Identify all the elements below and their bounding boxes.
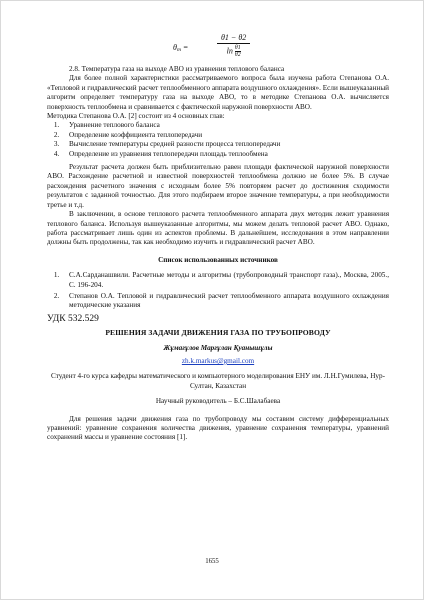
page-content xyxy=(47,31,389,443)
reference-item: 1. С.А.Сарданашвили. Расчетные методы и алгоритмы (трубопроводный транспорт газа)., Москва, 2005., С. 196-204. xyxy=(61,271,389,290)
scientific-supervisor: Научный руководитель – Б.С.Шалабаева xyxy=(155,397,281,406)
methods-intro: Методика Степанова О.А. [2] состоит из 4 основных глав: xyxy=(47,112,225,121)
list-item: 1. Уравнение теплового баланса xyxy=(61,121,389,130)
references-title: Список использованных источников xyxy=(158,255,278,264)
formula-fraction xyxy=(217,33,250,58)
section-paragraph-3: В заключении, в основе теплового расчета теплообменного аппарата двух методик лежит уравнения теплового баланса. Используя вышеуказанные алгоритмы, мы можем делать тепловой расчет АВО. Однако, работа рассматривает лишь один из аспектов проблемы. В дальнейшем, исследования в этом направлении должны быть продолжены, так как необходимо изучить и гидравлический расчет АВО. xyxy=(47,210,389,247)
article-paragraph-1: Для решения задачи движения газа по трубопроводу мы составим систему дифференциальных уравнений: уравнение сохранения количества движения, уравнение сохранения температуры, уравнений сохранений массы и уравнение состояния [1]. xyxy=(47,414,389,442)
formula-denominator: ln $\frac{\theta 1}{\theta 2}$ xyxy=(226,45,241,59)
page-number: 1655 xyxy=(205,558,219,565)
author-affiliation: Студент 4-го курса кафедры математического и компьютерного моделирования ЕНУ им. Л.Н.Гумилева, Нур-Султан, Казахстан xyxy=(51,372,385,390)
udk-code: УДК 532.529 xyxy=(47,313,99,324)
list-item: 4. Определение из уравнения теплопередачи площадь теплообмена xyxy=(61,150,389,159)
article-author: Жұмағұлов Марғұлан Қуанышұлы xyxy=(163,343,273,352)
section-paragraph-1: Для более полной характеристики рассматриваемого вопроса была изучена работа Степанова О.А. «Тепловой и гидравлический расчет теплообменного аппарата воздушного охлаждения». Если вышеуказанный алгоритм определяет температуру газа на выходе АВО, то в методике Степанова О.А. вычисляется поверхность теплообмена и сравнивается с фактической наружной поверхности АВО. xyxy=(47,74,389,111)
article-title: РЕШЕНИЯ ЗАДАЧИ ДВИЖЕНИЯ ГАЗА ПО ТРУБОПРОВОДУ xyxy=(105,328,331,338)
list-item: 2. Определение коэффициента теплопередачи xyxy=(61,131,389,140)
section-title: 2.8. Температура газа на выходе АВО из уравнения теплового баланса xyxy=(69,65,285,73)
list-item: 3. Вычисление температуры средней разности процесса теплопередачи xyxy=(61,140,389,149)
reference-item: 2. Степанов О.А. Тепловой и гидравлический расчет теплообменного аппарата воздушного охлаждения методические указания xyxy=(61,292,389,311)
section-paragraph-2: Результат расчета должен быть приблизительно равен площади фактической наружной поверхности АВО. Расхождение расчетной и известной поверхностей теплообмена должно не более 5%. В случае расхождения расчетного значения с исходным более 5% повторяем расчет до достижения сходимости результатов с заданной точностью. Для этого подбираем второе значение температуры, а при необходимости третье и т.д. xyxy=(47,163,389,209)
log-mean-temperature-formula xyxy=(47,31,389,65)
formula-numerator: θ1 − θ2 xyxy=(217,33,250,44)
methods-list xyxy=(47,121,389,159)
references-list xyxy=(47,271,389,311)
author-email-link[interactable]: zh.k.markus@gmail.com xyxy=(181,356,255,365)
formula-lhs: θm = xyxy=(173,43,189,53)
